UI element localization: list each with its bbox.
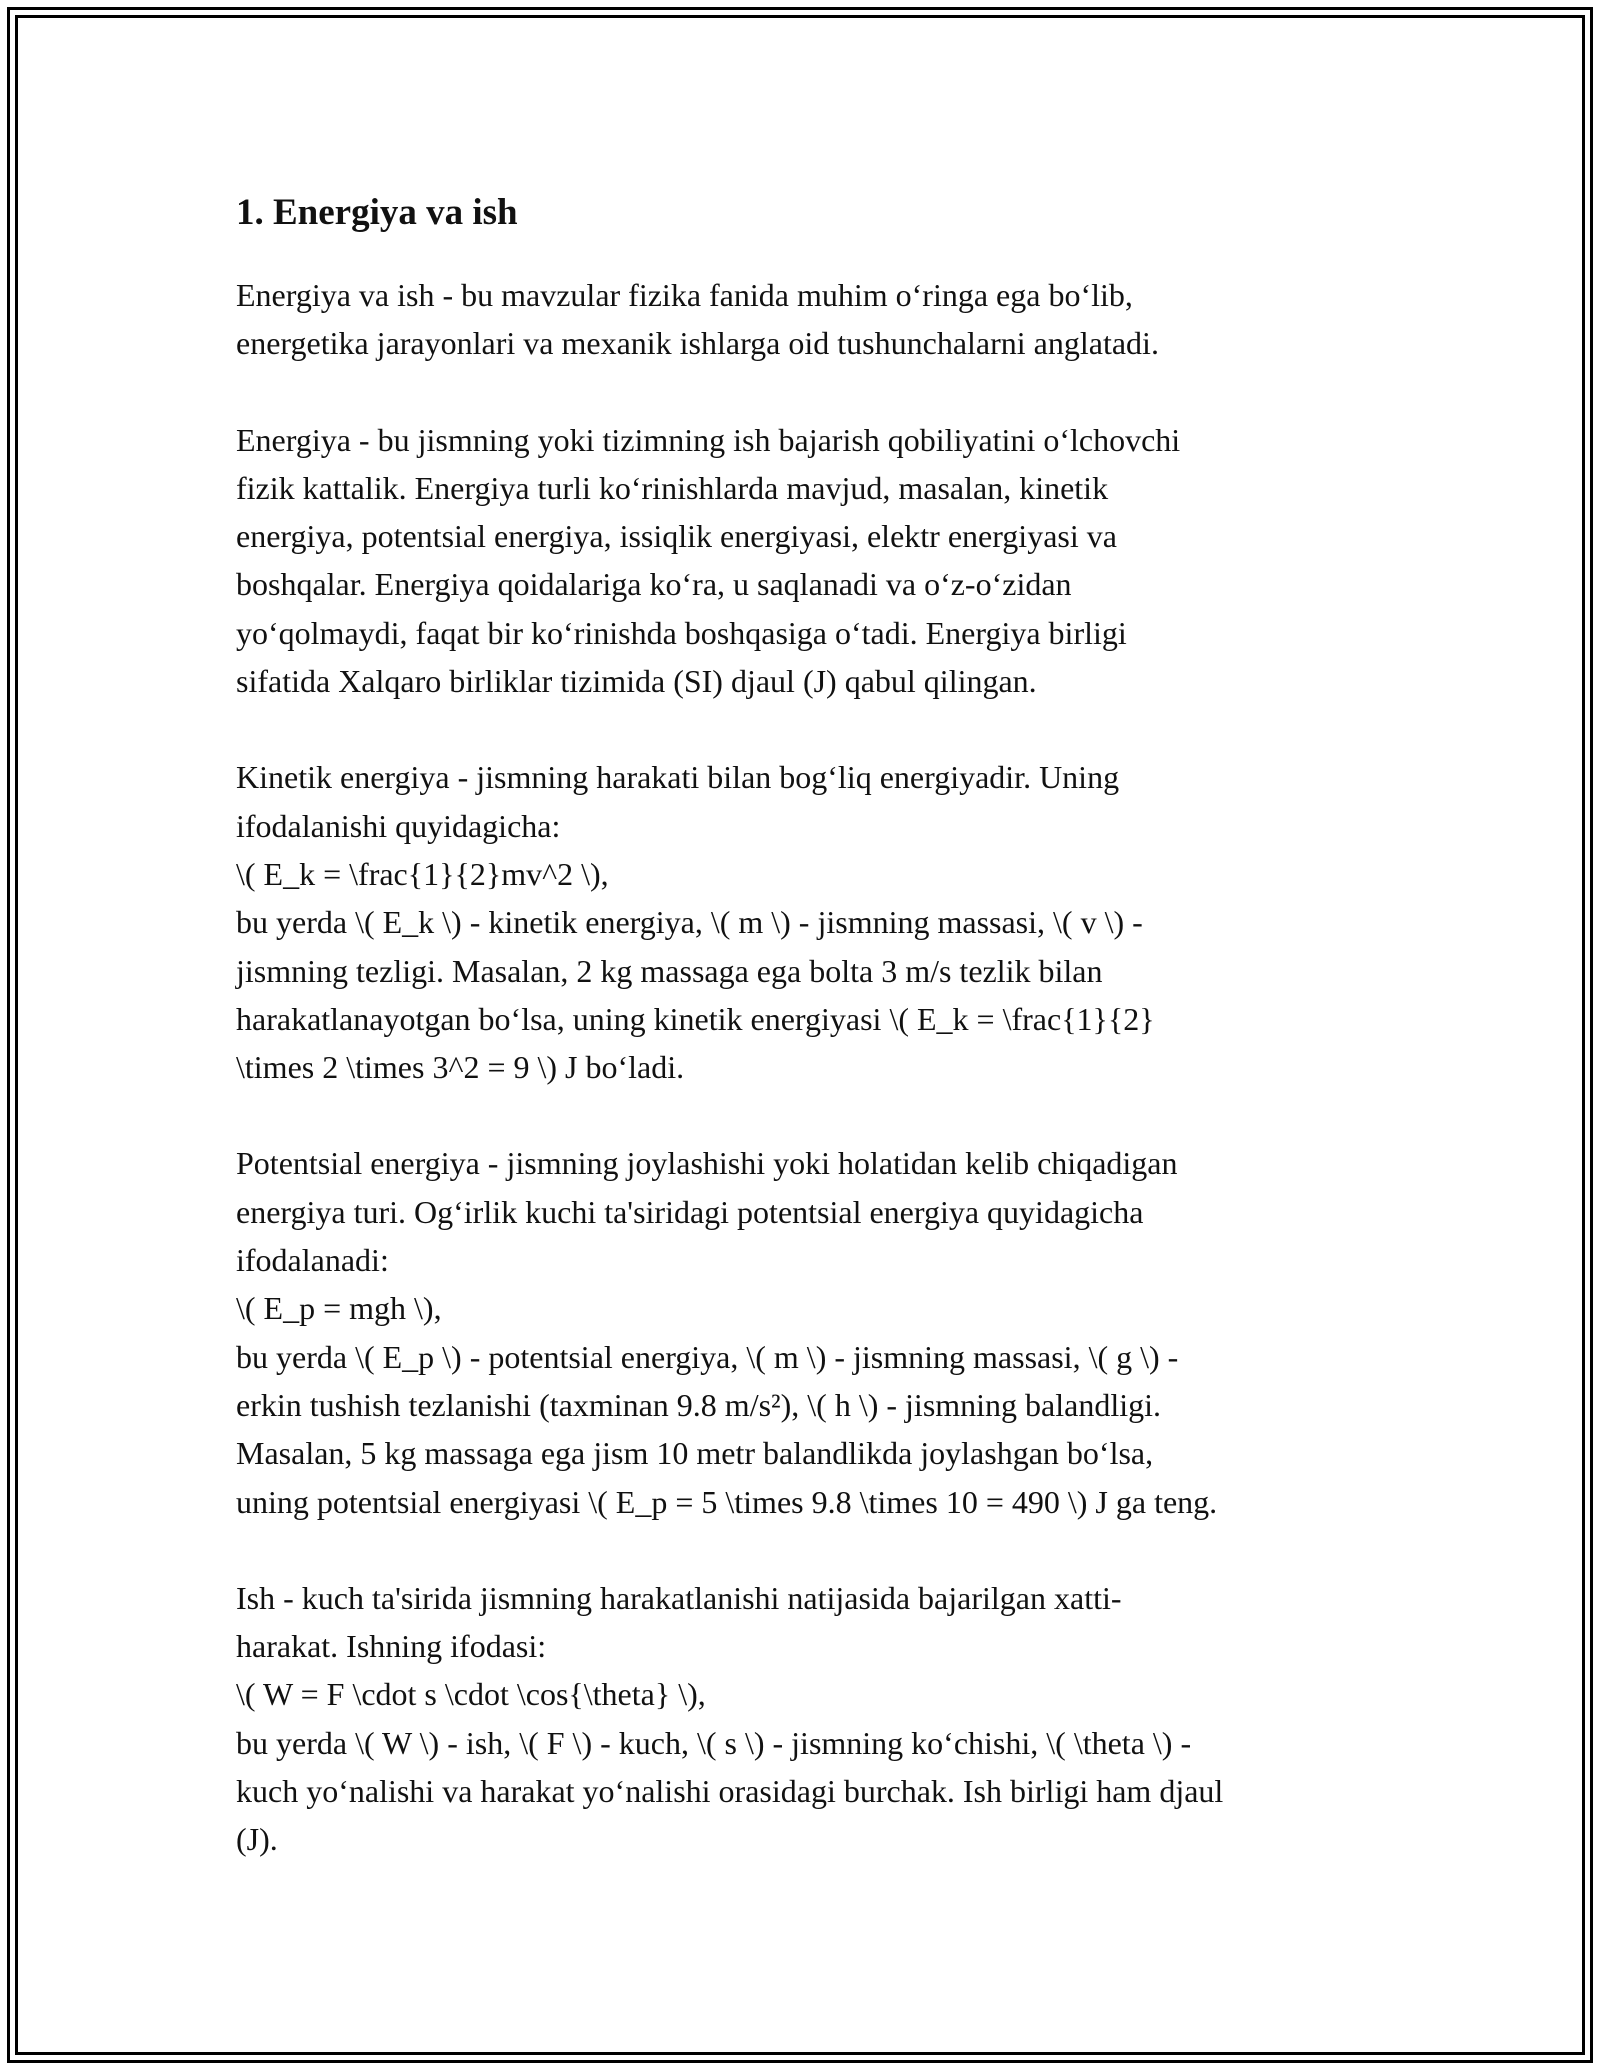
text-line: Energiya va ish - bu mavzular fizika fanida muhim oʻringa ega boʻlib, [236,277,1133,313]
text-line: (J). [236,1821,278,1858]
paragraph-intro [236,271,1376,368]
text-line: bu yerda \( W \) - ish, \( F \) - kuch, \( s \) - jismning koʻchishi, \( \theta \) - [236,1724,1192,1761]
text-line: uning potentsial energiyasi \( E_p = 5 \times 9.8 \times 10 = 490 \) J ga teng. [236,1483,1218,1520]
paragraph-energy-definition [236,416,1376,706]
text-line: Ish - kuch ta'sirida jismning harakatlanishi natijasida bajarilgan xatti- [236,1579,1122,1616]
text-line: ifodalanadi: [236,1242,389,1279]
text-line: kuch yoʻnalishi va harakat yoʻnalishi orasidagi burchak. Ish birligi ham djaul [236,1773,1224,1810]
text-line: ifodalanishi quyidagicha: [236,807,561,844]
text-line: boshqalar. Energiya qoidalariga koʻra, u saqlanadi va oʻz-oʻzidan [236,566,1072,603]
text-line: Energiya - bu jismning yoki tizimning ish bajarish qobiliyatini oʻlchovchi [236,421,1181,458]
text-line: fizik kattalik. Energiya turli koʻrinishlarda mavjud, masalan, kinetik [236,469,1109,506]
formula-line: \( E_k = \frac{1}{2}mv^2 \), [236,855,609,892]
text-line: energiya turi. Ogʻirlik kuchi ta'siridagi potentsial energiya quyidagicha [236,1193,1144,1230]
text-line: \times 2 \times 3^2 = 9 \) J boʻladi. [236,1049,685,1086]
text-line: bu yerda \( E_k \) - kinetik energiya, \( m \) - jismning massasi, \( v \) - [236,904,1143,941]
text-line: harakat. Ishning ifodasi: [236,1628,547,1665]
text-line: sifatida Xalqaro birliklar tizimida (SI) djaul (J) qabul qilingan. [236,663,1037,700]
text-line: bu yerda \( E_p \) - potentsial energiya, \( m \) - jismning massasi, \( g \) - [236,1338,1179,1375]
text-line: erkin tushish tezlanishi (taxminan 9.8 m/s²), \( h \) - jismning balandligi. [236,1386,1162,1423]
text-line: energiya, potentsial energiya, issiqlik energiyasi, elektr energiyasi va [236,518,1117,555]
formula-line: \( E_p = mgh \), [236,1290,442,1327]
paragraph-potential-energy [236,1139,1376,1525]
text-line: yoʻqolmaydi, faqat bir koʻrinishda boshqasiga oʻtadi. Energiya birligi [236,614,1127,651]
text-line: Masalan, 5 kg massaga ega jism 10 metr balandlikda joylashgan boʻlsa, [236,1435,1154,1472]
paragraph-work [236,1574,1376,1864]
paragraph-kinetic-energy [236,753,1376,1091]
text-line: Potentsial energiya - jismning joylashishi yoki holatidan kelib chiqadigan [236,1145,1178,1182]
text-line: Kinetik energiya - jismning harakati bilan bogʻliq energiyadir. Uning [236,759,1120,796]
formula-line: \( W = F \cdot s \cdot \cos{\theta} \), [236,1676,706,1713]
document-body [236,185,1376,1912]
text-line: energetika jarayonlari va mexanik ishlarga oid tushunchalarni anglatadi. [236,325,1159,362]
section-heading: 1. Energiya va ish [236,192,518,233]
text-line: jismning tezligi. Masalan, 2 kg massaga ega bolta 3 m/s tezlik bilan [236,952,1103,989]
text-line: harakatlanayotgan boʻlsa, uning kinetik energiyasi \( E_k = \frac{1}{2} [236,1000,1155,1037]
